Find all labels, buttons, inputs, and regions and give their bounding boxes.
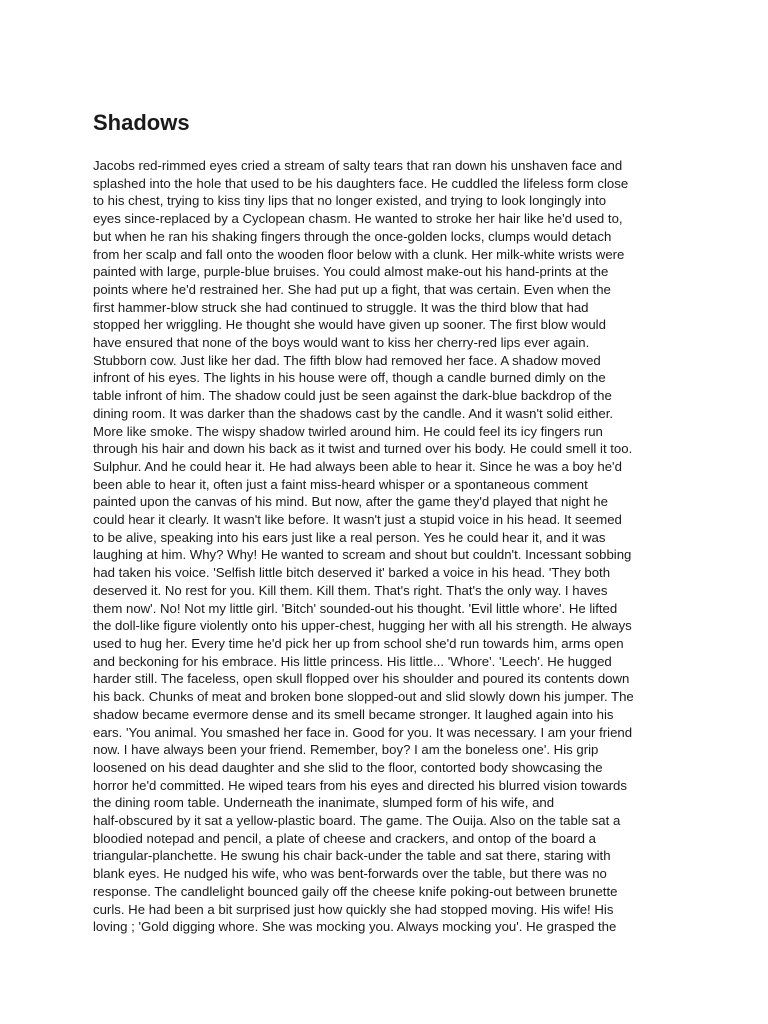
text-line: stopped her wriggling. He thought she would have given up sooner. The first blow would xyxy=(93,317,606,333)
text-line: bloodied notepad and pencil, a plate of cheese and crackers, and ontop of the board a xyxy=(93,830,596,846)
text-line: but when he ran his shaking fingers through the once-golden locks, clumps would detach xyxy=(93,228,612,244)
document-title: Shadows xyxy=(93,110,190,135)
text-line: Stubborn cow. Just like her dad. The fifth blow had removed her face. A shadow moved xyxy=(93,352,601,368)
text-line: splashed into the hole that used to be his daughters face. He cuddled the lifeless form close xyxy=(93,175,629,191)
text-line: them now'. No! Not my little girl. 'Bitch' sounded-out his thought. 'Evil little whore'. He lifted xyxy=(93,600,618,616)
text-line: Jacobs red-rimmed eyes cried a stream of salty tears that ran down his unshaven face and xyxy=(93,158,623,173)
text-line: his back. Chunks of meat and broken bone slopped-out and slid slowly down his jumper. The xyxy=(93,689,634,705)
text-line: points where he'd restrained her. She had put up a fight, that was certain. Even when the xyxy=(93,281,611,297)
text-line: and beckoning for his embrace. His little princess. His little... 'Whore'. 'Leech'. He hugged xyxy=(93,653,612,669)
text-line: to his chest, trying to kiss tiny lips that no longer existed, and trying to look longingly into xyxy=(93,193,607,209)
text-line: painted with large, purple-blue bruises. You could almost make-out his hand-prints at the xyxy=(93,264,609,280)
text-line: through his hair and down his back as it twist and turned over his body. He could smell it too. xyxy=(93,441,633,457)
text-line: eyes since-replaced by a Cyclopean chasm. He wanted to stroke her hair like he'd used to, xyxy=(93,211,623,227)
text-line: loving ; 'Gold digging whore. She was mocking you. Always mocking you'. He grasped the xyxy=(93,919,617,935)
text-line: ears. 'You animal. You smashed her face in. Good for you. It was necessary. I am your friend xyxy=(93,724,633,740)
text-line: horror he'd committed. He wiped tears from his eyes and directed his blurred vision towards xyxy=(93,777,627,793)
text-line: triangular-planchette. He swung his chair back-under the table and sat there, staring with xyxy=(93,848,611,864)
text-line: loosened on his dead daughter and she slid to the floor, contorted body showcasing the xyxy=(93,759,603,775)
text-line: could hear it clearly. It wasn't like before. It wasn't just a stupid voice in his head. It seemed xyxy=(93,512,622,528)
text-line: deserved it. No rest for you. Kill them. Kill them. That's right. That's the only way. I haves xyxy=(93,582,608,598)
text-line: blank eyes. He nudged his wife, who was bent-forwards over the table, but there was no xyxy=(93,866,607,882)
text-line: been able to hear it, often just a faint miss-heard whisper or a spontaneous comment xyxy=(93,476,588,492)
story-body xyxy=(93,157,683,936)
text-line: have ensured that none of the boys would want to kiss her cherry-red lips ever again. xyxy=(93,335,590,351)
text-line: dining room. It was darker than the shadows cast by the candle. And it wasn't solid either. xyxy=(93,405,614,421)
text-line: table infront of him. The shadow could just be seen against the dark-blue backdrop of the xyxy=(93,388,612,404)
text-line: first hammer-blow struck she had continued to struggle. It was the third blow that had xyxy=(93,299,589,315)
text-line: used to hug her. Every time he'd pick her up from school she'd run towards him, arms open xyxy=(93,635,624,651)
text-line: laughing at him. Why? Why! He wanted to scream and shout but couldn't. Incessant sobbing xyxy=(93,547,632,563)
text-line: the dining room table. Underneath the inanimate, slumped form of his wife, and xyxy=(93,795,555,811)
text-line: harder still. The faceless, open skull flopped over his shoulder and poured its contents down xyxy=(93,671,630,687)
text-line: Sulphur. And he could hear it. He had always been able to hear it. Since he was a boy he'd xyxy=(93,458,622,474)
text-line: now. I have always been your friend. Remember, boy? I am the boneless one'. His grip xyxy=(93,742,599,758)
text-line: More like smoke. The wispy shadow twirled around him. He could feel its icy fingers run xyxy=(93,423,603,439)
text-line: shadow became evermore dense and its smell became stronger. It laughed again into his xyxy=(93,706,614,722)
text-line: the doll-like figure violently onto his upper-chest, hugging her with all his strength. He always xyxy=(93,618,632,634)
text-line: to be alive, speaking into his ears just like a real person. Yes he could hear it, and it was xyxy=(93,529,606,545)
text-line: response. The candlelight bounced gaily off the cheese knife poking-out between brunette xyxy=(93,883,618,899)
text-line: painted upon the canvas of his mind. But now, after the game they'd played that night he xyxy=(93,494,608,510)
text-line: curls. He had been a bit surprised just how quickly she had stopped moving. His wife! His xyxy=(93,901,614,917)
text-line: half-obscured by it sat a yellow-plastic board. The game. The Ouija. Also on the table sat a xyxy=(93,813,621,829)
text-line: from her scalp and fall onto the wooden floor below with a clunk. Her milk-white wrists were xyxy=(93,246,625,262)
text-line: had taken his voice. 'Selfish little bitch deserved it' barked a voice in his head. 'They both xyxy=(93,565,611,581)
text-line: infront of his eyes. The lights in his house were off, though a candle burned dimly on the xyxy=(93,370,606,386)
